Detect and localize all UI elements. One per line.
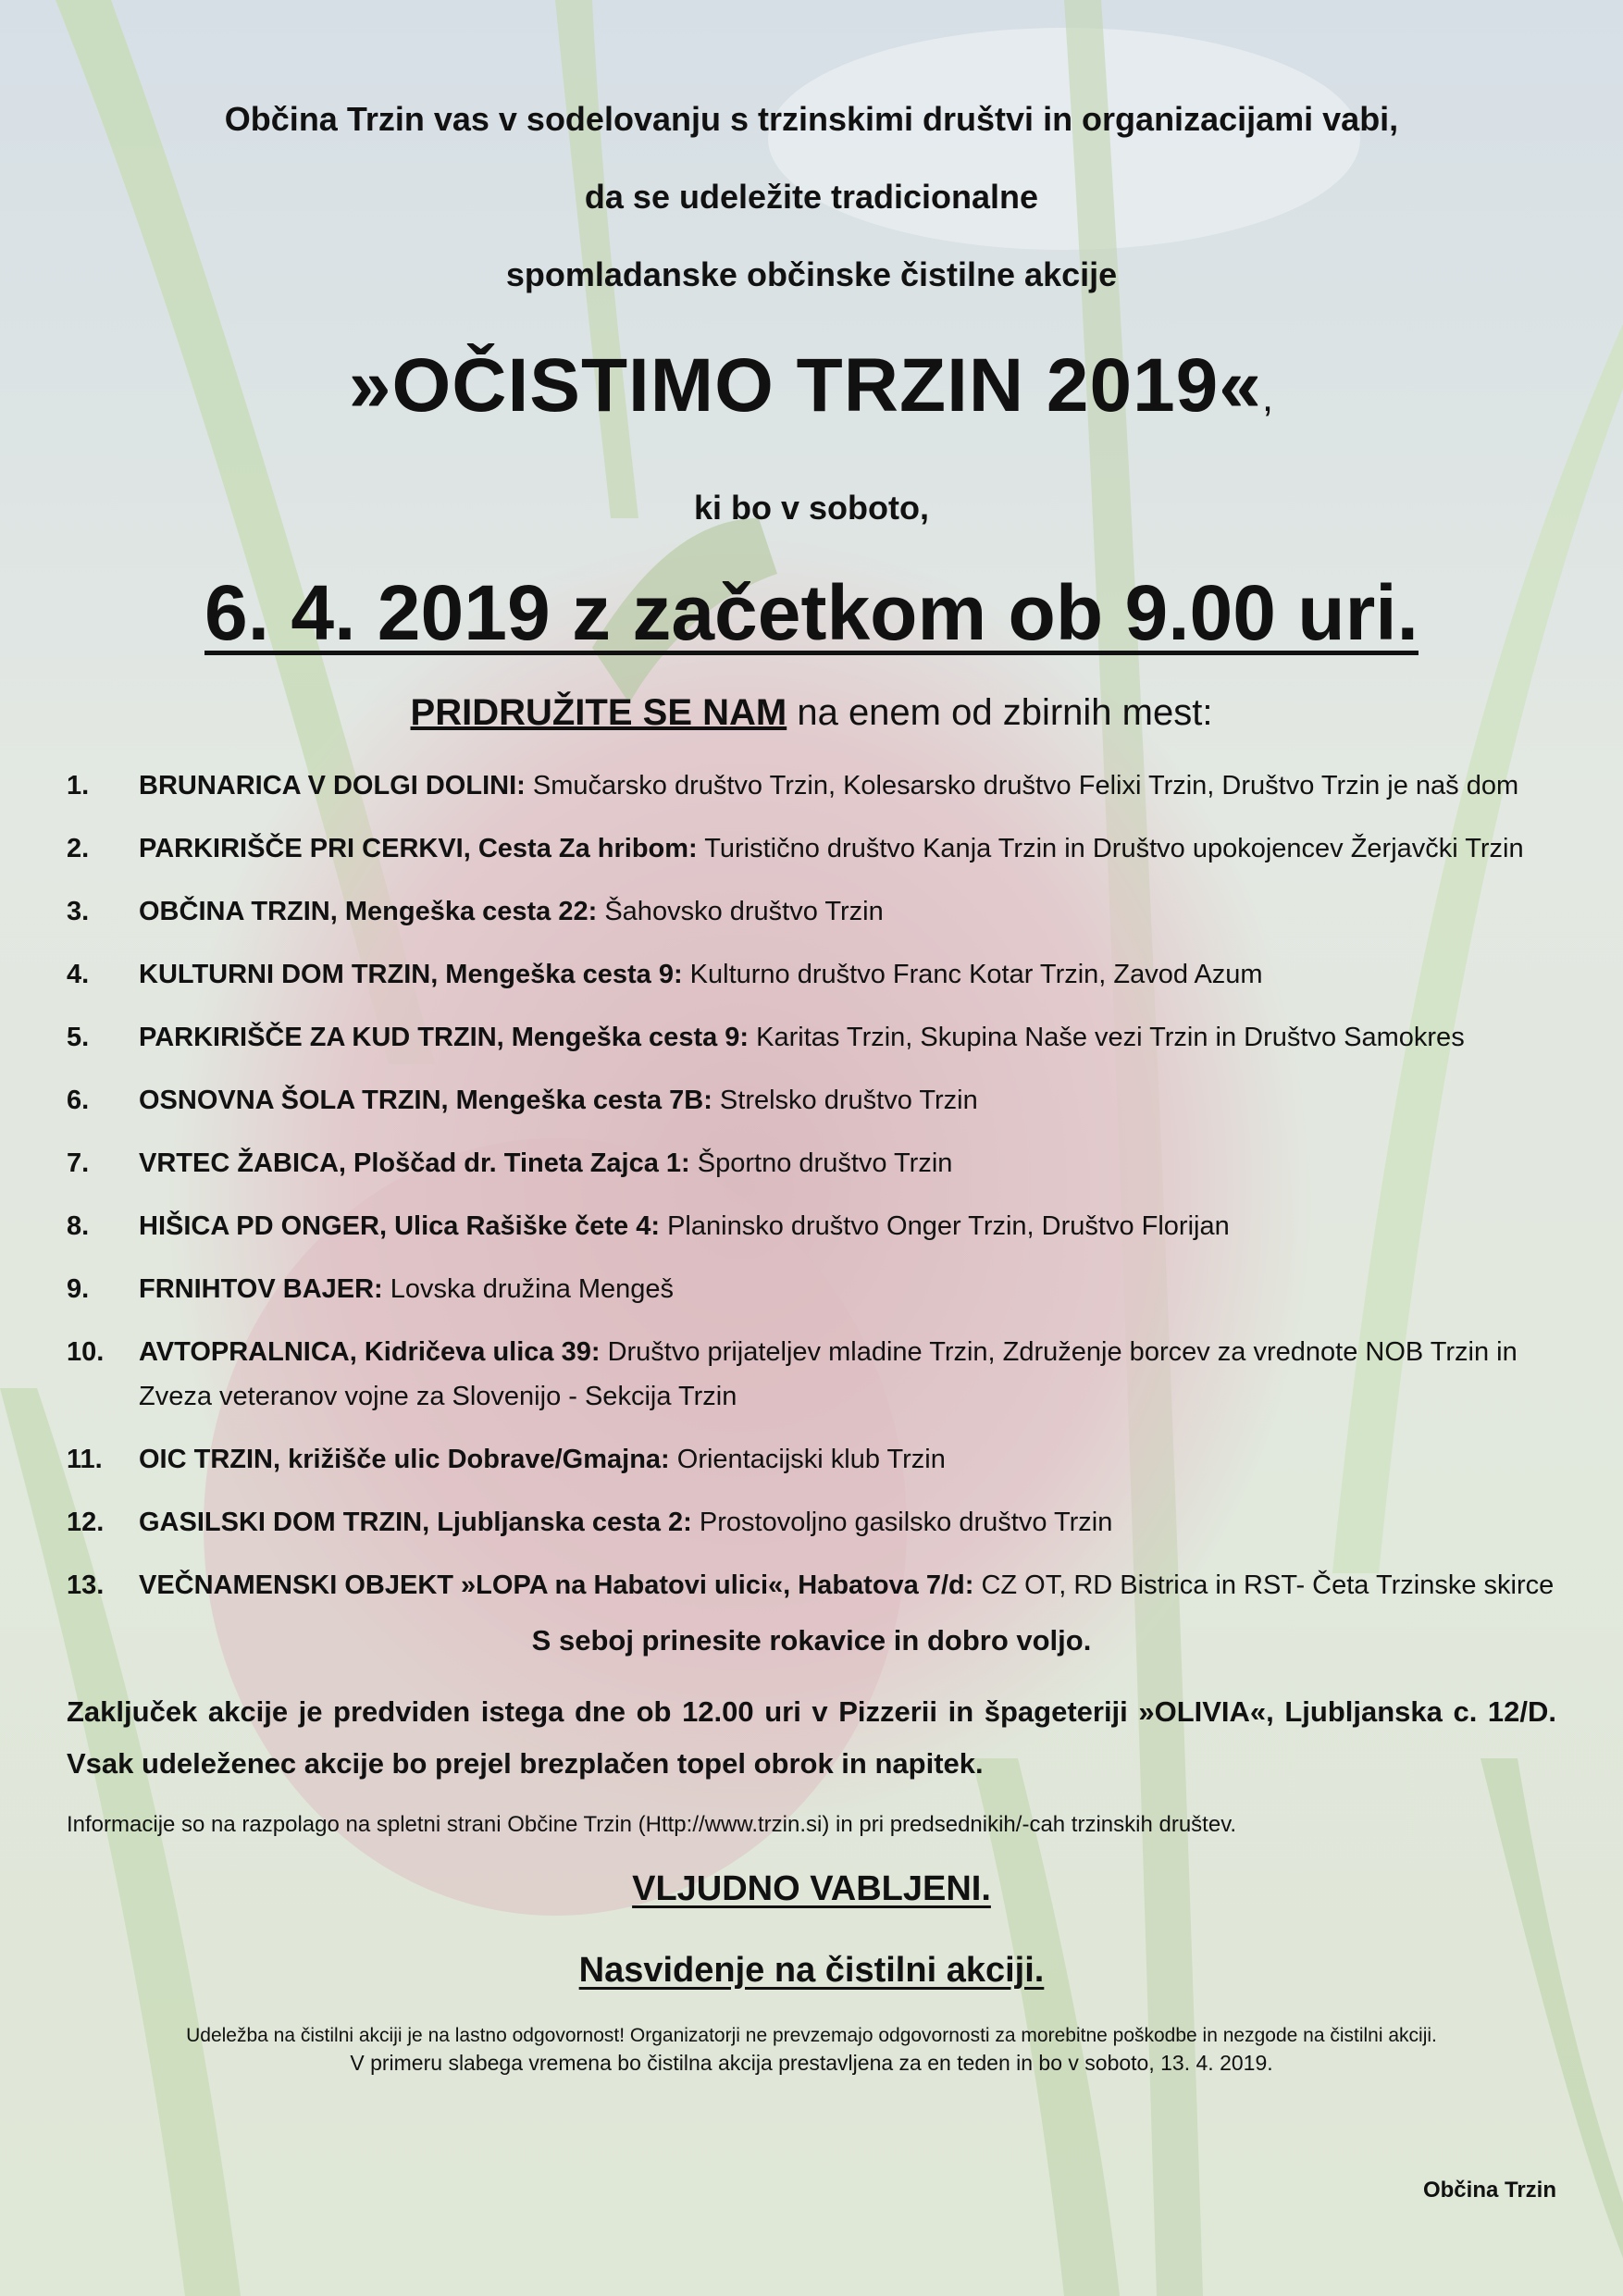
list-item: 12. GASILSKI DOM TRZIN, Ljubljanska cesta 2: Prostovoljno gasilsko društvo Trzin [67,1508,1113,1537]
list-item: 2. PARKIRIŠČE PRI CERKVI, Cesta Za hribom: Turistično društvo Kanja Trzin in Društvo upokojencev Žerjavčki Trzin [67,834,1524,863]
signature: Občina Trzin [1422,2178,1556,2203]
list-item: 7. VRTEC ŽABICA, Ploščad dr. Tineta Zajca 1: Športno društvo Trzin [67,1148,953,1178]
list-item: 6. OSNOVNA ŠOLA TRZIN, Mengeška cesta 7B: Strelsko društvo Trzin [67,1086,978,1115]
when-intro: ki bo v soboto, [693,489,929,527]
event-title-comma: , [1261,375,1275,420]
intro-line-2: da se udeležite tradicionalne [584,178,1039,216]
conclusion-paragraph: Zaključek akcije je predviden istega dne ob 12.00 uri v Pizzerii in špageteriji »OLIVIA«, Ljubljanska c. 12/D. Vsak udeleženec akcije bo prejel brezplačen topel obrok in napitek. [67,1695,1556,1780]
join-emphasis: PRIDRUŽITE SE NAM [410,692,787,733]
list-item: 8. HIŠICA PD ONGER, Ulica Rašiške čete 4: Planinsko društvo Onger Trzin, Društvo Florijan [67,1211,1230,1241]
list-item: 4. KULTURNI DOM TRZIN, Mengeška cesta 9: Kulturno društvo Franc Kotar Trzin, Zavod Azum [67,960,1263,989]
list-item: 10. AVTOPRALNICA, Kidričeva ulica 39: Društvo prijateljev mladine Trzin, Združenje borcev za vrednote NOB Trzin in Zveza veteranov vojne za Slovenijo - Sekcija Trzin [67,1337,1518,1411]
list-item: 5. PARKIRIŠČE ZA KUD TRZIN, Mengeška cesta 9: Karitas Trzin, Skupina Naše vezi Trzin in Društvo Samokres [67,1023,1465,1052]
info-line: Informacije so na razpolago na spletni strani Občine Trzin (Http://www.trzin.si) in pri predsednikih/-cah trzinskih društev. [67,1812,1237,1837]
list-item: 3. OBČINA TRZIN, Mengeška cesta 22: Šahovsko društvo Trzin [67,897,884,926]
list-item: 1. BRUNARICA V DOLGI DOLINI: Smučarsko društvo Trzin, Kolesarsko društvo Felixi Trzin, Društvo Trzin je naš dom [67,771,1519,800]
list-item: 13. VEČNAMENSKI OBJEKT »LOPA na Habatovi ulici«, Habatova 7/d: CZ OT, RD Bistrica in RST- Četa Trzinske skirce [67,1570,1555,1600]
join-line [0,692,1623,734]
intro-line-3: spomladanske občinske čistilne akcije [505,255,1118,293]
list-item: 9. FRNIHTOV BAJER: Lovska družina Mengeš [67,1274,675,1304]
meeting-points-list [67,763,1561,1626]
goodbye-heading: Nasvidenje na čistilni akciji. [578,1951,1045,1990]
intro-line-1: Občina Trzin vas v sodelovanju s trzinskimi društvi in organizacijami vabi, [224,100,1399,138]
disclaimer-weather: V primeru slabega vremena bo čistilna akcija prestavljena za en teden in bo v soboto, 13. 4. 2019. [350,2051,1273,2075]
event-title: »OČISTIMO TRZIN 2019« [348,343,1262,428]
event-date: 6. 4. 2019 z začetkom ob 9.00 uri. [204,569,1419,656]
disclaimer-liability: Udeležba na čistilni akciji je na lastno odgovornost! Organizatorji ne prevzemajo odgovornosti za morebitne poškodbe in nezgode na čistilni akciji. [186,2025,1437,2046]
event-title-row [0,342,1623,429]
bring-note: S seboj prinesite rokavice in dobro voljo. [531,1624,1092,1657]
list-item: 11. OIC TRZIN, križišče ulic Dobrave/Gmajna: Orientacijski klub Trzin [67,1445,946,1474]
welcome-heading: VLJUDNO VABLJENI. [632,1869,991,1908]
join-rest: na enem od zbirnih mest: [787,692,1213,733]
